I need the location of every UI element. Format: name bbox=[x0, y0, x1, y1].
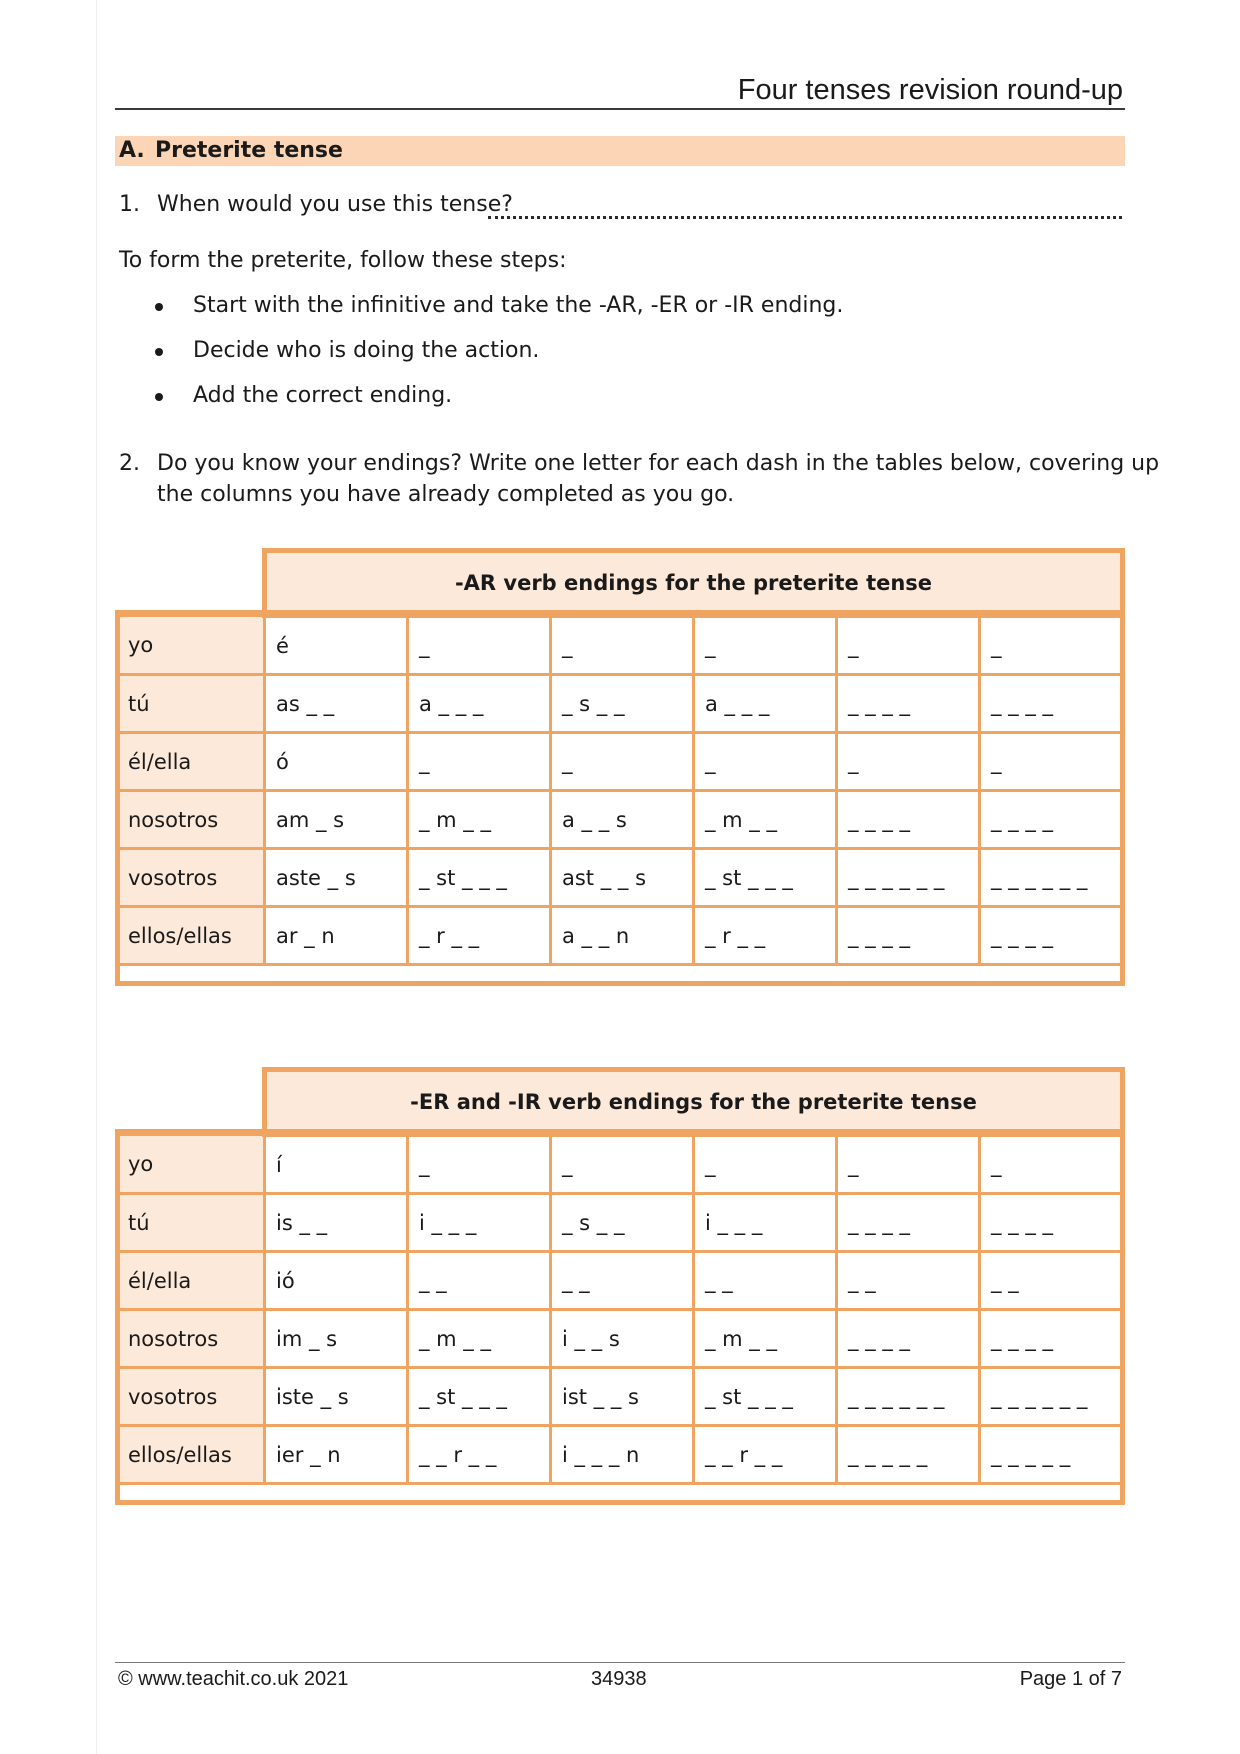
ar-endings-table bbox=[115, 548, 1125, 966]
ending-cell[interactable]: iste _ s bbox=[265, 1368, 408, 1426]
pronoun-cell: vosotros bbox=[117, 849, 265, 907]
pronoun-cell: vosotros bbox=[117, 1368, 265, 1426]
ending-cell[interactable]: _ _ _ _ bbox=[980, 675, 1123, 733]
pronoun-cell: él/ella bbox=[117, 1252, 265, 1310]
pronoun-cell: yo bbox=[117, 1135, 265, 1194]
question-2-line-1: Do you know your endings? Write one letter for each dash in the tables below, covering up bbox=[157, 451, 1160, 476]
ending-cell[interactable]: _ bbox=[694, 733, 837, 791]
ending-cell[interactable]: a _ _ s bbox=[551, 791, 694, 849]
pronoun-cell: nosotros bbox=[117, 1310, 265, 1368]
ending-cell[interactable]: aste _ s bbox=[265, 849, 408, 907]
bullet-icon bbox=[155, 393, 163, 401]
ending-cell[interactable]: _ _ bbox=[551, 1252, 694, 1310]
ending-cell[interactable]: _ bbox=[837, 733, 980, 791]
ending-cell[interactable]: i _ _ _ bbox=[408, 1194, 551, 1252]
intro-text: To form the preterite, follow these steps: bbox=[119, 248, 567, 273]
ending-cell[interactable]: í bbox=[265, 1135, 408, 1194]
ending-cell[interactable]: _ _ bbox=[694, 1252, 837, 1310]
table-row bbox=[117, 675, 1123, 733]
footer-copyright: © www.teachit.co.uk 2021 bbox=[118, 1668, 349, 1690]
footer-code: 34938 bbox=[591, 1668, 647, 1690]
ending-cell[interactable]: _ _ _ _ _ bbox=[980, 1426, 1123, 1484]
ending-cell[interactable]: ó bbox=[265, 733, 408, 791]
ending-cell[interactable]: _ _ _ _ _ _ bbox=[980, 1368, 1123, 1426]
ending-cell[interactable]: _ s _ _ bbox=[551, 675, 694, 733]
table-row bbox=[117, 849, 1123, 907]
ending-cell[interactable]: _ _ _ _ _ _ bbox=[837, 849, 980, 907]
ending-cell[interactable]: _ _ _ _ _ _ bbox=[980, 849, 1123, 907]
ending-cell[interactable]: _ _ _ _ bbox=[837, 791, 980, 849]
ending-cell[interactable]: i _ _ s bbox=[551, 1310, 694, 1368]
ending-cell[interactable]: ast _ _ s bbox=[551, 849, 694, 907]
bullet-icon bbox=[155, 303, 163, 311]
ending-cell[interactable]: i _ _ _ bbox=[694, 1194, 837, 1252]
ending-cell[interactable]: _ st _ _ _ bbox=[694, 1368, 837, 1426]
step-item: Start with the infinitive and take the -AR, -ER or -IR ending. bbox=[193, 293, 844, 318]
table-row bbox=[117, 733, 1123, 791]
ending-cell[interactable]: é bbox=[265, 616, 408, 675]
ending-cell[interactable]: _ _ r _ _ bbox=[694, 1426, 837, 1484]
ending-cell[interactable]: _ bbox=[837, 616, 980, 675]
ending-cell[interactable]: _ m _ _ bbox=[408, 1310, 551, 1368]
section-letter: A. bbox=[119, 138, 145, 163]
ending-cell[interactable]: ió bbox=[265, 1252, 408, 1310]
question-1-text: When would you use this tense? bbox=[157, 192, 513, 217]
table-row bbox=[117, 1310, 1123, 1368]
table-row bbox=[117, 1368, 1123, 1426]
ending-cell[interactable]: _ _ _ _ bbox=[980, 1310, 1123, 1368]
page-header bbox=[115, 72, 1125, 110]
step-item: Add the correct ending. bbox=[193, 383, 453, 408]
table-row bbox=[117, 1194, 1123, 1252]
ending-cell[interactable]: _ _ _ _ bbox=[980, 1194, 1123, 1252]
ending-cell[interactable]: _ _ _ _ bbox=[980, 907, 1123, 965]
ending-cell[interactable]: a _ _ _ bbox=[408, 675, 551, 733]
ending-cell[interactable]: a _ _ _ bbox=[694, 675, 837, 733]
pronoun-cell: tú bbox=[117, 675, 265, 733]
er-table-title: -ER and -IR verb endings for the preterite tense bbox=[265, 1070, 1123, 1135]
ending-cell[interactable]: _ _ _ _ bbox=[837, 1194, 980, 1252]
ending-cell[interactable]: _ _ _ _ bbox=[837, 907, 980, 965]
ending-cell[interactable]: _ _ _ _ bbox=[837, 675, 980, 733]
ending-cell[interactable]: _ bbox=[408, 733, 551, 791]
section-heading bbox=[115, 136, 1125, 166]
ending-cell[interactable]: _ m _ _ bbox=[694, 1310, 837, 1368]
ending-cell[interactable]: _ st _ _ _ bbox=[694, 849, 837, 907]
document-title: Four tenses revision round-up bbox=[737, 74, 1123, 106]
question-2-number: 2. bbox=[119, 451, 140, 476]
table-row bbox=[117, 1135, 1123, 1194]
ending-cell[interactable]: _ _ bbox=[980, 1252, 1123, 1310]
pronoun-cell: yo bbox=[117, 616, 265, 675]
pronoun-cell: nosotros bbox=[117, 791, 265, 849]
section-title: Preterite tense bbox=[155, 138, 343, 163]
ending-cell[interactable]: _ _ _ _ bbox=[837, 1310, 980, 1368]
pronoun-cell: ellos/ellas bbox=[117, 907, 265, 965]
ending-cell[interactable]: _ bbox=[408, 1135, 551, 1194]
table-row bbox=[117, 616, 1123, 675]
answer-dotted-line[interactable] bbox=[488, 200, 1122, 219]
ending-cell[interactable]: _ m _ _ bbox=[694, 791, 837, 849]
ending-cell[interactable]: _ st _ _ _ bbox=[408, 1368, 551, 1426]
ar-table-title: -AR verb endings for the preterite tense bbox=[265, 551, 1123, 616]
pronoun-cell: tú bbox=[117, 1194, 265, 1252]
ending-cell[interactable]: i _ _ _ n bbox=[551, 1426, 694, 1484]
ending-cell[interactable]: ist _ _ s bbox=[551, 1368, 694, 1426]
ending-cell[interactable]: _ r _ _ bbox=[408, 907, 551, 965]
ending-cell[interactable]: ar _ n bbox=[265, 907, 408, 965]
ending-cell[interactable]: _ bbox=[551, 733, 694, 791]
pronoun-cell: ellos/ellas bbox=[117, 1426, 265, 1484]
ending-cell[interactable]: _ bbox=[551, 1135, 694, 1194]
ending-cell[interactable]: _ st _ _ _ bbox=[408, 849, 551, 907]
footer-divider bbox=[115, 1662, 1125, 1663]
ending-cell[interactable]: am _ s bbox=[265, 791, 408, 849]
footer-page-number: Page 1 of 7 bbox=[1019, 1668, 1122, 1690]
ending-cell[interactable]: _ bbox=[980, 733, 1123, 791]
ending-cell[interactable]: _ _ _ _ _ bbox=[837, 1426, 980, 1484]
step-item: Decide who is doing the action. bbox=[193, 338, 540, 363]
ending-cell[interactable]: _ bbox=[551, 616, 694, 675]
question-1-number: 1. bbox=[119, 192, 140, 217]
ending-cell[interactable]: _ bbox=[408, 616, 551, 675]
ending-cell[interactable]: as _ _ bbox=[265, 675, 408, 733]
ending-cell[interactable]: _ _ _ _ _ _ bbox=[837, 1368, 980, 1426]
ending-cell[interactable]: _ s _ _ bbox=[551, 1194, 694, 1252]
table-row bbox=[117, 907, 1123, 965]
ending-cell[interactable]: _ bbox=[694, 1135, 837, 1194]
ending-cell[interactable]: a _ _ n bbox=[551, 907, 694, 965]
ending-cell[interactable]: _ bbox=[837, 1135, 980, 1194]
ending-cell[interactable]: _ bbox=[694, 616, 837, 675]
ending-cell[interactable]: _ _ r _ _ bbox=[408, 1426, 551, 1484]
ending-cell[interactable]: _ r _ _ bbox=[694, 907, 837, 965]
ending-cell[interactable]: ier _ n bbox=[265, 1426, 408, 1484]
ending-cell[interactable]: _ bbox=[980, 616, 1123, 675]
table-corner bbox=[117, 1070, 265, 1135]
bullet-icon bbox=[155, 348, 163, 356]
ending-cell[interactable]: _ m _ _ bbox=[408, 791, 551, 849]
table-corner bbox=[117, 551, 265, 616]
ending-cell[interactable]: is _ _ bbox=[265, 1194, 408, 1252]
ending-cell[interactable]: _ bbox=[980, 1135, 1123, 1194]
pronoun-cell: él/ella bbox=[117, 733, 265, 791]
page-edge-line bbox=[96, 0, 97, 1754]
ending-cell[interactable]: im _ s bbox=[265, 1310, 408, 1368]
ending-cell[interactable]: _ _ bbox=[837, 1252, 980, 1310]
question-2-line-2: the columns you have already completed as you go. bbox=[157, 482, 735, 507]
ending-cell[interactable]: _ _ _ _ bbox=[980, 791, 1123, 849]
ending-cell[interactable]: _ _ bbox=[408, 1252, 551, 1310]
er-ir-endings-table bbox=[115, 1067, 1125, 1485]
table-row bbox=[117, 1426, 1123, 1484]
table-row bbox=[117, 791, 1123, 849]
table-row bbox=[117, 1252, 1123, 1310]
